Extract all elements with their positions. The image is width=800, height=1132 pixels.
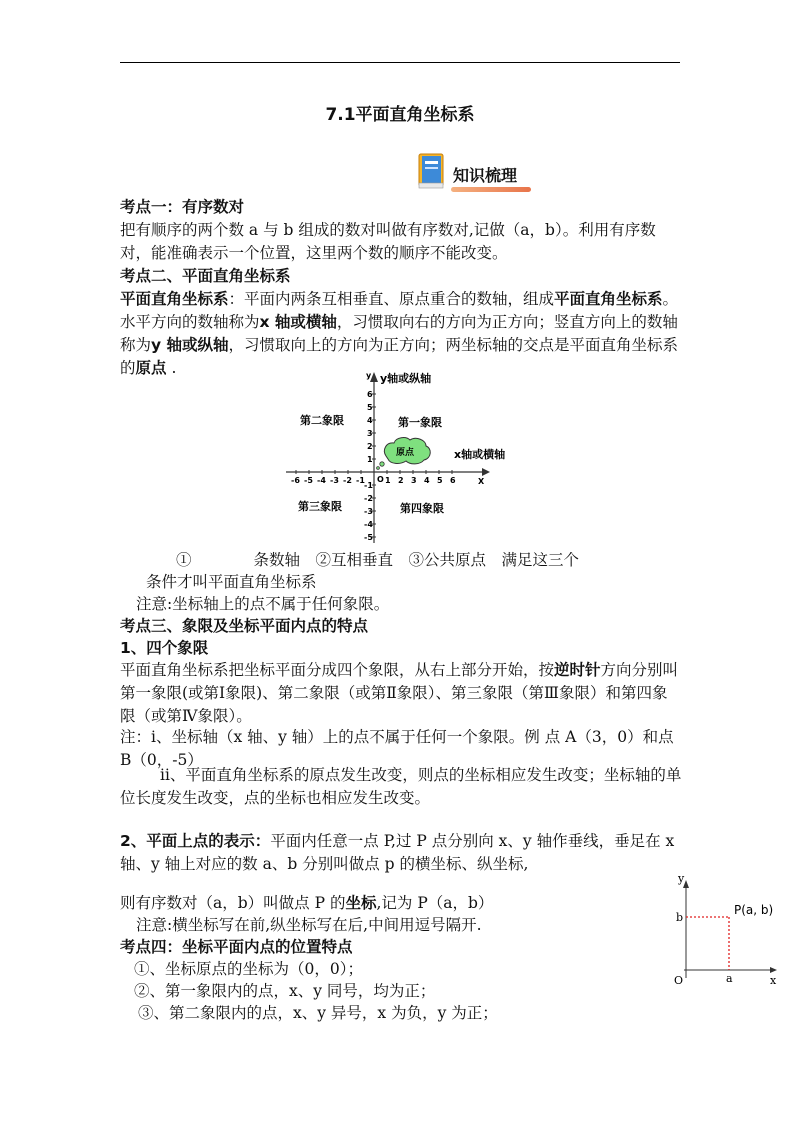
section2-text	[120, 288, 682, 380]
term-y-axis: y 轴或纵轴	[151, 336, 229, 354]
y-tick-label: 1	[367, 455, 373, 464]
x-tick-label: 3	[411, 476, 417, 485]
origin-callout	[377, 438, 431, 470]
section2-t2: 。水平方向的数轴称为	[120, 290, 679, 331]
x-axis-arrow	[482, 468, 490, 476]
origin-letter: O	[377, 475, 384, 484]
fig2-y-letter: y	[678, 872, 685, 885]
y-tick-label: 4	[367, 416, 373, 425]
page-title: 7.1平面直角坐标系	[325, 105, 475, 125]
section3-note-i: 注：ⅰ、坐标轴（x 轴、y 轴）上的点不属于任何一个象限。例 点 A（3，0）和点 B（0，-5）	[120, 728, 674, 769]
term-counterclockwise: 逆时针	[554, 661, 601, 679]
section1-heading: 考点一：有序数对	[120, 198, 245, 216]
axis-note: 注意:坐标轴上的点不属于任何象限。	[136, 595, 390, 613]
origin-callout-text: 原点	[396, 448, 415, 458]
section3-sub1-text: 1、四个象限	[120, 639, 209, 657]
y-tick-label: 3	[367, 429, 373, 438]
points-heading: 2、平面上点的表示：	[120, 832, 271, 850]
book-icon	[418, 153, 446, 189]
fig2-o-letter: O	[674, 974, 684, 987]
y-tick-label: -3	[364, 507, 373, 516]
y-tick-label: 2	[367, 442, 373, 451]
x-tick-label: 4	[424, 476, 430, 485]
fig2-b-letter: b	[676, 911, 684, 924]
y-tick-label: -2	[364, 494, 373, 503]
points-t2b: ,记为 P（a，b）	[376, 894, 494, 912]
banner-label: 知识梳理	[453, 166, 518, 185]
section1-text: 把有顺序的两个数 a 与 b 组成的数对叫做有序数对,记做（a，b）。利用有序数对，能准确表示一个位置，这里两个数的顺序不能改变。	[120, 221, 656, 262]
x-letter: X	[478, 477, 485, 486]
term-coordinate: 坐标	[345, 894, 377, 912]
x-tick-label: -1	[356, 476, 365, 485]
x-tick-label: 1	[385, 476, 391, 485]
section4-item-3: ③、第二象限内的点，x、y 异号，x 为负，y 为正；	[138, 1004, 498, 1022]
x-axis-label: x轴或横轴	[454, 448, 506, 461]
term-coordinate-system: 平面直角坐标系	[120, 290, 229, 308]
fig2-x-letter: x	[770, 974, 777, 987]
quadrant-3-label: 第三象限	[298, 500, 342, 513]
section2-t3: ，习惯取向右的方向为正方向；竖直方向上的数轴称为	[120, 313, 678, 354]
fig2-a-letter: a	[726, 972, 733, 985]
section2-t4: ，习惯取向上的方向为正方向；两坐标轴的交点是平面直角坐标系的	[120, 336, 679, 377]
section3-p1a: 平面直角坐标系把坐标平面分成四个象限，从右上部分开始，按	[120, 661, 555, 679]
section2-t5: .	[166, 359, 177, 377]
points-t1: 平面内任意一点 P,过 P 点分别向 x、y 轴作垂线，垂足在 x 轴、y 轴上对应的数 a、b 分别叫做点 p 的横坐标、纵坐标,	[120, 832, 675, 873]
x-tick-label: -6	[291, 476, 300, 485]
quadrant-4-label: 第四象限	[400, 502, 444, 515]
section2-heading: 考点二、平面直角坐标系	[120, 267, 291, 285]
section3-note-ii: ⅱ、平面直角坐标系的原点发生改变，则点的坐标相应发生改变；坐标轴的单位长度发生改变，点的坐标也相应发生改变。	[120, 766, 682, 807]
y-letter: y	[366, 371, 372, 380]
knowledge-banner	[413, 153, 533, 193]
points-t2a: 则有序数对（a，b）叫做点 P 的	[120, 894, 346, 912]
quadrant-1-label: 第一象限	[398, 416, 442, 429]
term-origin: 原点	[135, 359, 167, 377]
coordinate-system-figure	[286, 368, 506, 548]
points-coord-line	[120, 892, 660, 915]
section2-t1: ：平面内两条互相垂直、原点重合的数轴，组成	[228, 290, 555, 308]
x-tick-label: -3	[330, 476, 339, 485]
section3-sub1	[120, 637, 682, 660]
section4-item-1: ①、坐标原点的坐标为（0，0）；	[134, 960, 363, 978]
section3-para1	[120, 659, 682, 728]
fig2-point-label: P(a, b)	[734, 903, 774, 917]
points-note: 注意:横坐标写在前,纵坐标写在后,中间用逗号隔开.	[136, 916, 482, 934]
x-tick-label: 2	[398, 476, 404, 485]
y-tick-label: -1	[364, 481, 373, 490]
quadrant-2-label: 第二象限	[300, 414, 344, 427]
conditions-line1: ① 条数轴 ②互相垂直 ③公共原点 满足这三个	[176, 551, 580, 569]
section3-p1b: 方向分别叫第一象限(或第Ⅰ象限)、第二象限（或第Ⅱ象限）、第三象限（第Ⅲ象限）和第四象限（或第Ⅳ象限）。	[120, 661, 679, 725]
y-axis-label: y轴或纵轴	[380, 372, 432, 385]
term-x-axis: x 轴或横轴	[259, 313, 337, 331]
fig2-x-arrow	[770, 967, 777, 973]
y-tick-label: -4	[364, 520, 373, 529]
section3-heading: 考点三、象限及坐标平面内点的特点	[120, 617, 369, 635]
x-tick-label: -4	[317, 476, 326, 485]
x-tick-label: 6	[450, 476, 456, 485]
x-tick-label: 5	[437, 476, 443, 485]
y-tick-label: 6	[367, 390, 373, 399]
term-coordinate-system-2: 平面直角坐标系	[554, 290, 663, 308]
section4-heading: 考点四：坐标平面内点的位置特点	[120, 938, 353, 956]
y-tick-label: -5	[364, 533, 373, 542]
x-tick-label: -2	[343, 476, 352, 485]
conditions-line2: 条件才叫平面直角坐标系	[146, 573, 317, 591]
header-rule	[120, 62, 680, 63]
y-tick-label: 5	[367, 403, 373, 412]
banner-underline	[451, 187, 531, 192]
points-para	[120, 830, 686, 876]
x-tick-label: -5	[304, 476, 313, 485]
section4-item-2: ②、第一象限内的点，x、y 同号，均为正；	[134, 982, 436, 1000]
